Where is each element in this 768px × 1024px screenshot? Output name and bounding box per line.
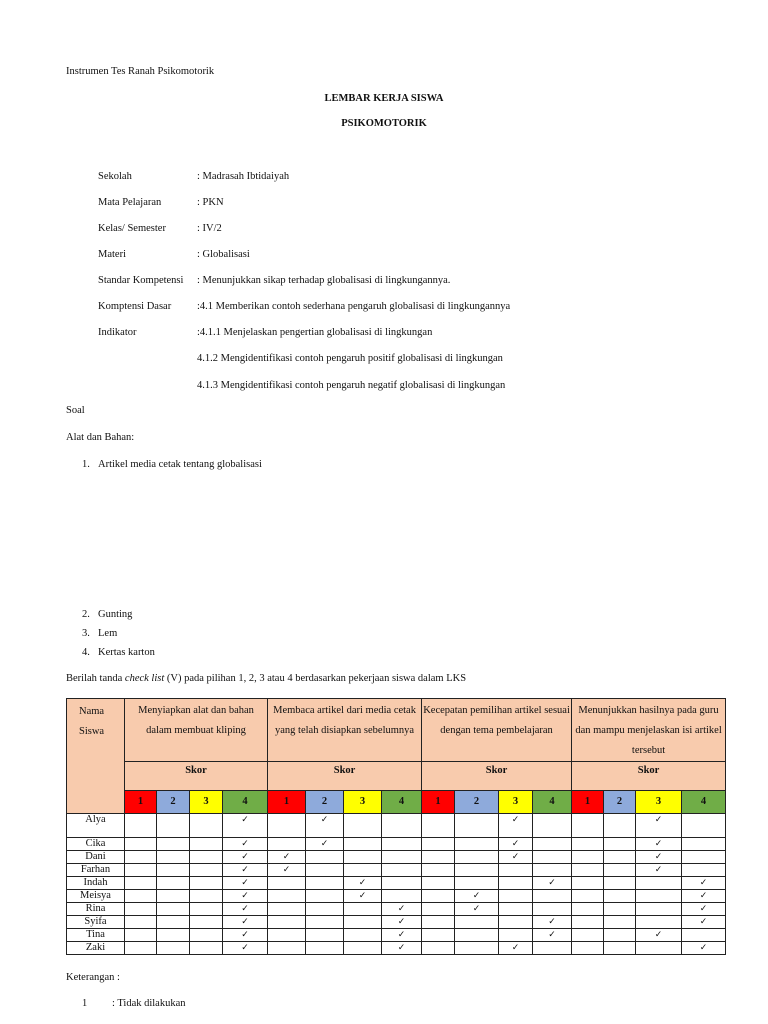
checkmark-icon: ✓ — [241, 917, 249, 927]
sk-label: Standar Kompetensi — [98, 275, 184, 286]
score-cell[interactable] — [306, 838, 344, 851]
checkmark-icon: ✓ — [472, 904, 481, 914]
sekolah-value: : Madrasah Ibtidaiyah — [197, 171, 290, 182]
score-cell[interactable] — [157, 864, 190, 877]
score-cell[interactable] — [344, 942, 382, 955]
checkmark-icon: ✓ — [320, 839, 329, 849]
score-cell[interactable] — [455, 877, 499, 890]
score-cell[interactable] — [499, 877, 533, 890]
score-cell[interactable] — [422, 942, 455, 955]
score-cell[interactable] — [157, 903, 190, 916]
score-level-cell: 1 — [268, 791, 306, 814]
aspect-header: Kecepatan pemilihan artikel sesuai dengan tema pembelajaran — [422, 699, 572, 762]
checkmark-icon: ✓ — [699, 943, 708, 953]
score-cell[interactable] — [499, 851, 533, 864]
aspect-header: Menunjukkan hasilnya pada guru dan mampu menjelaskan isi artikel tersebut — [572, 699, 726, 762]
score-cell[interactable] — [125, 814, 157, 838]
score-level-cell: 1 — [422, 791, 455, 814]
score-level-cell: 4 — [533, 791, 572, 814]
score-cell[interactable] — [223, 877, 268, 890]
checkmark-icon: ✓ — [654, 815, 663, 825]
score-cell[interactable] — [268, 916, 306, 929]
kd-value: :4.1 Memberikan contoh sederhana pengaruh globalisasi di lingkungannya — [197, 301, 511, 312]
score-cell[interactable] — [382, 877, 422, 890]
soal-label: Soal — [66, 405, 85, 416]
checkmark-icon: ✓ — [241, 815, 249, 825]
score-cell[interactable] — [223, 903, 268, 916]
score-cell[interactable] — [190, 942, 223, 955]
checkmark-icon: ✓ — [397, 930, 406, 940]
checkmark-icon: ✓ — [548, 930, 556, 940]
score-cell[interactable] — [455, 851, 499, 864]
table-row — [67, 942, 726, 955]
list-item-number: 4. — [82, 647, 90, 658]
checkmark-icon: ✓ — [397, 943, 406, 953]
score-cell[interactable] — [533, 916, 572, 929]
student-name: Meisya — [67, 890, 125, 903]
score-cell[interactable] — [125, 903, 157, 916]
checkmark-icon: ✓ — [282, 865, 291, 875]
score-cell[interactable] — [344, 877, 382, 890]
score-cell[interactable] — [344, 890, 382, 903]
score-cell[interactable] — [125, 942, 157, 955]
score-cell[interactable] — [382, 814, 422, 838]
score-cell[interactable] — [268, 838, 306, 851]
mapel-label: Mata Pelajaran — [98, 197, 162, 208]
score-cell[interactable] — [533, 877, 572, 890]
score-cell[interactable] — [682, 877, 726, 890]
checkmark-icon: ✓ — [358, 878, 367, 888]
score-level-cell: 3 — [190, 791, 223, 814]
score-cell[interactable] — [636, 942, 682, 955]
score-cell[interactable] — [455, 916, 499, 929]
score-cell[interactable] — [190, 877, 223, 890]
checkmark-icon: ✓ — [397, 917, 406, 927]
checkmark-icon: ✓ — [241, 904, 249, 914]
score-cell[interactable] — [344, 838, 382, 851]
student-name: Dani — [67, 851, 125, 864]
alat-bahan-label: Alat dan Bahan: — [66, 432, 135, 443]
table-row — [67, 877, 726, 890]
checkmark-icon: ✓ — [511, 839, 520, 849]
score-cell[interactable] — [157, 838, 190, 851]
keterangan-label: Keterangan : — [66, 972, 120, 983]
student-name: Zaki — [67, 942, 125, 955]
skor-header: Skor — [125, 762, 268, 791]
score-level-cell: 4 — [382, 791, 422, 814]
sk-value: : Menunjukkan sikap terhadap globalisasi di lingkungannya. — [197, 275, 451, 286]
score-cell[interactable] — [682, 929, 726, 942]
score-cell[interactable] — [223, 864, 268, 877]
skor-header: Skor — [268, 762, 422, 791]
score-cell[interactable] — [533, 838, 572, 851]
student-name: Indah — [67, 877, 125, 890]
score-cell[interactable] — [382, 929, 422, 942]
score-cell[interactable] — [125, 916, 157, 929]
score-cell[interactable] — [455, 903, 499, 916]
checkmark-icon: ✓ — [241, 839, 249, 849]
score-cell[interactable] — [125, 929, 157, 942]
score-cell[interactable] — [125, 890, 157, 903]
score-cell[interactable] — [604, 916, 636, 929]
score-cell[interactable] — [604, 864, 636, 877]
score-cell[interactable] — [533, 903, 572, 916]
score-cell[interactable] — [306, 942, 344, 955]
checkmark-icon: ✓ — [699, 917, 708, 927]
score-cell[interactable] — [344, 864, 382, 877]
score-cell[interactable] — [636, 814, 682, 838]
score-cell[interactable] — [382, 838, 422, 851]
score-cell[interactable] — [604, 929, 636, 942]
name-column-header: Nama Siswa — [67, 699, 125, 814]
score-cell[interactable] — [682, 890, 726, 903]
checkmark-icon: ✓ — [320, 815, 329, 825]
score-cell[interactable] — [636, 851, 682, 864]
score-level-cell: 1 — [572, 791, 604, 814]
score-cell[interactable] — [306, 864, 344, 877]
instruction-text — [66, 673, 466, 684]
score-cell[interactable] — [125, 838, 157, 851]
score-level-cell: 3 — [499, 791, 533, 814]
checkmark-icon: ✓ — [241, 878, 249, 888]
score-cell[interactable] — [572, 916, 604, 929]
score-cell[interactable] — [268, 851, 306, 864]
score-cell[interactable] — [422, 916, 455, 929]
score-cell[interactable] — [682, 864, 726, 877]
kelas-value: : IV/2 — [197, 223, 222, 234]
score-cell[interactable] — [499, 942, 533, 955]
score-cell[interactable] — [682, 942, 726, 955]
table-row — [67, 838, 726, 851]
score-cell[interactable] — [604, 814, 636, 838]
score-cell[interactable] — [455, 942, 499, 955]
score-cell[interactable] — [190, 890, 223, 903]
score-cell[interactable] — [604, 838, 636, 851]
aspect-header: Menyiapkan alat dan bahan dalam membuat kliping — [125, 699, 268, 762]
checkmark-icon: ✓ — [511, 943, 520, 953]
score-cell[interactable] — [572, 929, 604, 942]
score-cell[interactable] — [499, 890, 533, 903]
score-cell[interactable] — [125, 877, 157, 890]
score-cell[interactable] — [306, 890, 344, 903]
score-cell[interactable] — [572, 903, 604, 916]
materi-value: : Globalisasi — [197, 249, 250, 260]
score-cell[interactable] — [344, 929, 382, 942]
score-cell[interactable] — [157, 916, 190, 929]
score-level-cell: 3 — [636, 791, 682, 814]
checkmark-icon: ✓ — [699, 904, 708, 914]
list-item-number: 2. — [82, 609, 90, 620]
checkmark-icon: ✓ — [241, 852, 249, 862]
score-cell[interactable] — [344, 814, 382, 838]
score-cell[interactable] — [682, 903, 726, 916]
score-cell[interactable] — [636, 903, 682, 916]
indikator-label: Indikator — [98, 327, 137, 338]
score-cell[interactable] — [157, 851, 190, 864]
list-item: Gunting — [98, 609, 133, 620]
score-cell[interactable] — [157, 877, 190, 890]
list-item: Artikel media cetak tentang globalisasi — [98, 459, 262, 470]
score-cell[interactable] — [636, 877, 682, 890]
table-row — [67, 890, 726, 903]
checkmark-icon: ✓ — [699, 891, 708, 901]
student-name: Alya — [67, 814, 125, 838]
score-cell[interactable] — [604, 851, 636, 864]
score-cell[interactable] — [268, 890, 306, 903]
score-cell[interactable] — [125, 864, 157, 877]
score-cell[interactable] — [190, 851, 223, 864]
score-cell[interactable] — [422, 838, 455, 851]
score-cell[interactable] — [499, 864, 533, 877]
score-cell[interactable] — [344, 916, 382, 929]
score-cell[interactable] — [533, 814, 572, 838]
checkmark-icon: ✓ — [654, 839, 663, 849]
score-cell[interactable] — [190, 903, 223, 916]
checkmark-icon: ✓ — [358, 891, 367, 901]
score-cell[interactable] — [499, 814, 533, 838]
score-cell[interactable] — [682, 916, 726, 929]
score-cell[interactable] — [306, 851, 344, 864]
checkmark-icon: ✓ — [241, 930, 249, 940]
score-cell[interactable] — [455, 864, 499, 877]
score-cell[interactable] — [422, 814, 455, 838]
score-cell[interactable] — [422, 864, 455, 877]
score-cell[interactable] — [306, 877, 344, 890]
page-title: LEMBAR KERJA SISWA — [324, 93, 444, 104]
aspect-header: Membaca artikel dari media cetak yang telah disiapkan sebelumnya — [268, 699, 422, 762]
score-cell[interactable] — [382, 916, 422, 929]
score-cell[interactable] — [572, 942, 604, 955]
score-cell[interactable] — [382, 864, 422, 877]
score-cell[interactable] — [455, 838, 499, 851]
instruction-em: check list — [124, 673, 165, 684]
student-name: Rina — [67, 903, 125, 916]
score-cell[interactable] — [572, 890, 604, 903]
score-cell[interactable] — [223, 916, 268, 929]
checkmark-icon: ✓ — [397, 904, 406, 914]
score-cell[interactable] — [422, 851, 455, 864]
skor-header: Skor — [422, 762, 572, 791]
score-cell[interactable] — [223, 851, 268, 864]
score-cell[interactable] — [422, 903, 455, 916]
score-level-cell: 2 — [306, 791, 344, 814]
score-level-cell: 3 — [344, 791, 382, 814]
score-cell[interactable] — [223, 890, 268, 903]
checkmark-icon: ✓ — [511, 852, 520, 862]
score-cell[interactable] — [344, 903, 382, 916]
score-cell[interactable] — [604, 942, 636, 955]
score-cell[interactable] — [572, 814, 604, 838]
kelas-label: Kelas/ Semester — [98, 223, 166, 234]
score-cell[interactable] — [382, 851, 422, 864]
table-row — [67, 929, 726, 942]
score-cell[interactable] — [682, 838, 726, 851]
indikator-value-2: 4.1.2 Mengidentifikasi contoh pengaruh positif globalisasi di lingkungan — [197, 353, 503, 364]
score-cell[interactable] — [268, 929, 306, 942]
score-cell[interactable] — [422, 890, 455, 903]
score-level-cell: 4 — [682, 791, 726, 814]
legend-number: 1 — [82, 998, 88, 1009]
score-level-cell: 1 — [125, 791, 157, 814]
score-cell[interactable] — [190, 916, 223, 929]
student-name: Tina — [67, 929, 125, 942]
score-cell[interactable] — [223, 814, 268, 838]
score-cell[interactable] — [533, 851, 572, 864]
score-cell[interactable] — [382, 942, 422, 955]
score-cell[interactable] — [455, 890, 499, 903]
checkmark-icon: ✓ — [241, 943, 249, 953]
list-item: Lem — [98, 628, 118, 639]
score-cell[interactable] — [268, 814, 306, 838]
score-cell[interactable] — [268, 877, 306, 890]
checkmark-icon: ✓ — [282, 852, 291, 862]
score-cell[interactable] — [455, 814, 499, 838]
table-row — [67, 903, 726, 916]
score-cell[interactable] — [682, 851, 726, 864]
score-level-cell: 2 — [455, 791, 499, 814]
score-cell[interactable] — [499, 903, 533, 916]
score-cell[interactable] — [499, 916, 533, 929]
checkmark-icon: ✓ — [548, 917, 556, 927]
score-cell[interactable] — [572, 877, 604, 890]
score-cell[interactable] — [636, 838, 682, 851]
score-cell[interactable] — [268, 903, 306, 916]
student-name: Cika — [67, 838, 125, 851]
table-row — [67, 814, 726, 838]
score-cell[interactable] — [499, 838, 533, 851]
checkmark-icon: ✓ — [241, 891, 249, 901]
score-cell[interactable] — [344, 851, 382, 864]
score-table — [66, 698, 726, 955]
score-cell[interactable] — [157, 890, 190, 903]
score-cell[interactable] — [306, 903, 344, 916]
score-cell[interactable] — [636, 916, 682, 929]
checkmark-icon: ✓ — [241, 865, 249, 875]
page-subtitle: PSIKOMOTORIK — [341, 118, 427, 129]
checkmark-icon: ✓ — [548, 878, 556, 888]
mapel-value: : PKN — [197, 197, 224, 208]
score-cell[interactable] — [604, 877, 636, 890]
score-cell[interactable] — [636, 890, 682, 903]
score-cell[interactable] — [572, 864, 604, 877]
score-cell[interactable] — [572, 851, 604, 864]
score-cell[interactable] — [190, 929, 223, 942]
score-cell[interactable] — [306, 916, 344, 929]
score-cell[interactable] — [223, 838, 268, 851]
score-cell[interactable] — [190, 864, 223, 877]
score-cell[interactable] — [533, 890, 572, 903]
list-item: Kertas karton — [98, 647, 155, 658]
score-cell[interactable] — [422, 929, 455, 942]
kd-label: Komptensi Dasar — [98, 301, 172, 312]
score-level-cell: 4 — [223, 791, 268, 814]
score-level-cell: 2 — [157, 791, 190, 814]
score-cell[interactable] — [125, 851, 157, 864]
table-row — [67, 851, 726, 864]
score-cell[interactable] — [223, 929, 268, 942]
score-cell[interactable] — [223, 942, 268, 955]
checkmark-icon: ✓ — [511, 815, 520, 825]
score-cell[interactable] — [455, 929, 499, 942]
checkmark-icon: ✓ — [472, 891, 481, 901]
score-cell[interactable] — [604, 890, 636, 903]
score-cell[interactable] — [572, 838, 604, 851]
score-cell[interactable] — [382, 903, 422, 916]
instruction-post: (V) pada pilihan 1, 2, 3 atau 4 berdasarkan pekerjaan siswa dalam LKS — [164, 673, 467, 684]
student-name: Syifa — [67, 916, 125, 929]
table-row — [67, 916, 726, 929]
score-cell[interactable] — [190, 814, 223, 838]
score-cell[interactable] — [533, 929, 572, 942]
score-cell[interactable] — [636, 864, 682, 877]
score-cell[interactable] — [268, 942, 306, 955]
score-cell[interactable] — [306, 929, 344, 942]
legend-text: : Tidak dilakukan — [112, 998, 186, 1009]
score-cell[interactable] — [157, 929, 190, 942]
skor-header: Skor — [572, 762, 726, 791]
score-cell[interactable] — [533, 942, 572, 955]
list-item-number: 1. — [82, 459, 90, 470]
score-cell[interactable] — [604, 903, 636, 916]
score-cell[interactable] — [499, 929, 533, 942]
indikator-value-3: 4.1.3 Mengidentifikasi contoh pengaruh negatif globalisasi di lingkungan — [197, 380, 506, 391]
materi-label: Materi — [98, 249, 126, 260]
list-item-number: 3. — [82, 628, 90, 639]
score-cell[interactable] — [306, 814, 344, 838]
score-cell[interactable] — [268, 864, 306, 877]
instruction-pre: Berilah tanda — [66, 673, 125, 684]
score-cell[interactable] — [422, 877, 455, 890]
score-cell[interactable] — [190, 838, 223, 851]
checkmark-icon: ✓ — [654, 865, 663, 875]
table-row — [67, 864, 726, 877]
student-name: Farhan — [67, 864, 125, 877]
sekolah-label: Sekolah — [98, 171, 132, 182]
score-cell[interactable] — [382, 890, 422, 903]
score-cell[interactable] — [636, 929, 682, 942]
score-cell[interactable] — [157, 814, 190, 838]
score-cell[interactable] — [157, 942, 190, 955]
header-note: Instrumen Tes Ranah Psikomotorik — [66, 66, 215, 77]
checkmark-icon: ✓ — [699, 878, 708, 888]
indikator-value-1: :4.1.1 Menjelaskan pengertian globalisasi di lingkungan — [197, 327, 433, 338]
score-cell[interactable] — [682, 814, 726, 838]
score-level-cell: 2 — [604, 791, 636, 814]
checkmark-icon: ✓ — [654, 852, 663, 862]
score-cell[interactable] — [533, 864, 572, 877]
checkmark-icon: ✓ — [654, 930, 663, 940]
